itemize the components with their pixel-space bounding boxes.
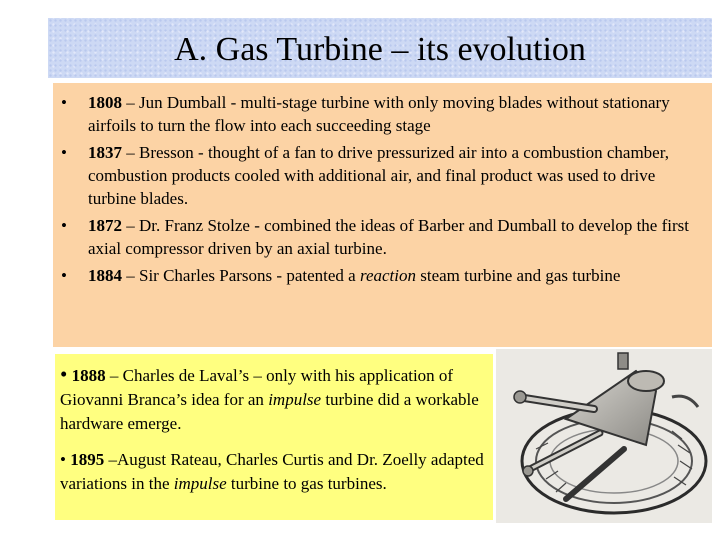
bullet-marker: • <box>61 216 67 235</box>
bullet-year: 1837 <box>88 143 122 162</box>
bullet-marker: • <box>61 266 67 285</box>
impulse-turbine-panel <box>55 354 493 520</box>
bullet-1872 <box>61 214 701 260</box>
bullet-1884 <box>61 264 701 287</box>
para-year: 1895 <box>70 450 105 469</box>
bullet-text: – Dr. Franz Stolze - combined the ideas of Barber and Dumball to develop the first axial compressor driven by an axial turbine. <box>88 216 689 258</box>
para-year: 1888 <box>71 366 106 385</box>
history-bullet-list <box>61 91 701 291</box>
para-text: turbine did a workable hardware emerge. <box>60 390 479 433</box>
bullet-italic-term: reaction <box>359 266 416 285</box>
title-banner <box>48 18 712 78</box>
bullet-year: 1884 <box>88 266 122 285</box>
de-laval-turbine-photo <box>496 349 712 523</box>
bullet-year: 1872 <box>88 216 122 235</box>
bullet-marker: • <box>60 450 66 469</box>
bullet-marker: • <box>61 143 67 162</box>
para-1888 <box>60 362 490 436</box>
para-italic-term: impulse <box>173 474 227 493</box>
bullet-text: – Jun Dumball - multi-stage turbine with only moving blades without stationary airfoils to turn the flow into each succeeding stage <box>88 93 670 135</box>
bullet-text: – Sir Charles Parsons - patented a <box>122 266 360 285</box>
turbine-illustration <box>496 349 712 523</box>
bullet-1837 <box>61 141 701 210</box>
bullet-year: 1808 <box>88 93 122 112</box>
slide-title: A. Gas Turbine – its evolution <box>174 31 586 68</box>
para-italic-term: impulse <box>268 390 322 409</box>
para-1895 <box>60 448 490 496</box>
bullet-1808 <box>61 91 701 137</box>
bullet-marker: • <box>61 93 67 112</box>
bullet-text: steam turbine and gas turbine <box>415 266 621 285</box>
bullet-text: – Bresson - thought of a fan to drive pressurized air into a combustion chamber, combustion products cooled with additional air, and final product was used to drive turbine blades. <box>88 143 669 208</box>
history-panel <box>53 83 712 347</box>
bullet-marker: • <box>60 362 68 386</box>
para-text: –August Rateau, Charles Curtis and Dr. Zoelly adapted variations in the <box>60 450 484 493</box>
para-text: turbine to gas turbines. <box>226 474 387 493</box>
para-text: – Charles de Laval’s – only with his application of Giovanni Branca’s idea for an <box>60 366 454 409</box>
